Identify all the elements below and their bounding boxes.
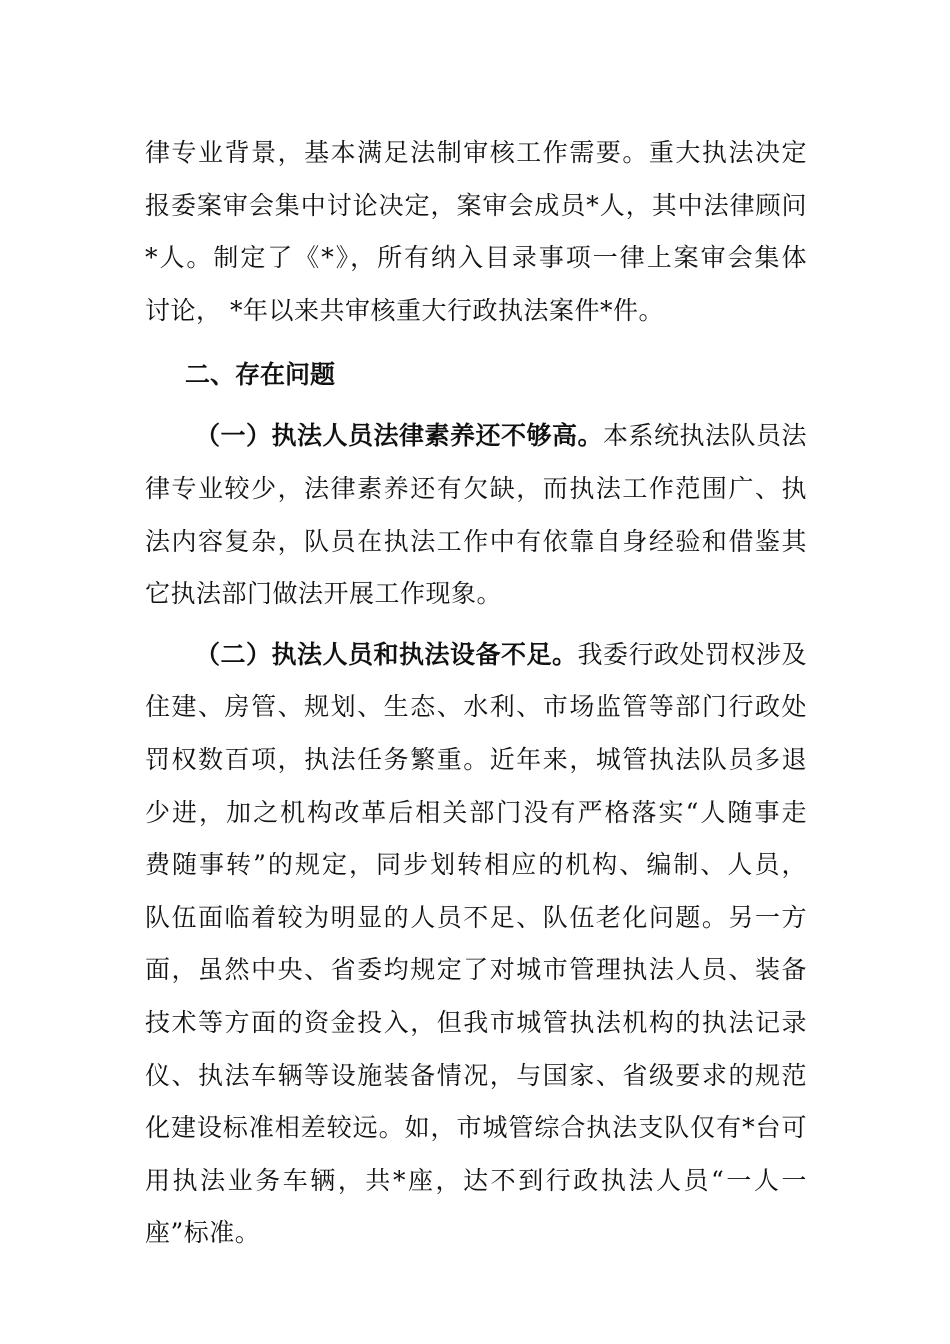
- paragraph-line: 律专业较少，法律素养还有欠缺，而执法工作范围广、执: [145, 473, 807, 503]
- paragraph-line: 罚权数百项，执法任务繁重。近年来，城管执法队员多退: [145, 744, 807, 774]
- issue-text: 我委行政处罚权涉及: [577, 639, 808, 669]
- issue-text: 本系统执法队员法: [603, 421, 808, 451]
- paragraph-line: [145, 410, 807, 463]
- paragraph-issue-2: [145, 629, 807, 1260]
- paragraph-line: 化建设标准相差较远。如，市城管综合执法支队仅有*台可: [145, 1113, 807, 1143]
- document-body: [145, 127, 807, 1260]
- paragraph-line: 律专业背景，基本满足法制审核工作需要。重大执法决定: [145, 138, 807, 167]
- paragraph-line: 讨论， *年以来共审核重大行政执法案件*件。: [145, 295, 664, 325]
- paragraph-line: 队伍面临着较为明显的人员不足、队伍老化问题。另一方: [145, 902, 807, 932]
- paragraph-line: 住建、房管、规划、生态、水利、市场监管等部门行政处: [145, 692, 807, 722]
- paragraph-line: 技术等方面的资金投入，但我市城管执法机构的执法记录: [145, 1007, 807, 1037]
- paragraph-line: 面，虽然中央、省委均规定了对城市管理执法人员、装备: [145, 955, 807, 985]
- issue-title: （一）执法人员法律素养还不够高。: [195, 421, 604, 451]
- paragraph-line: 少进，加之机构改革后相关部门没有严格落实“人随事走: [145, 797, 807, 827]
- paragraph-line: 它执法部门做法开展工作现象。: [145, 579, 503, 609]
- paragraph-line: 费随事转”的规定，同步划转相应的机构、编制、人员，: [145, 850, 807, 880]
- paragraph-law-review: [145, 127, 807, 337]
- section-heading: 二、存在问题: [185, 360, 336, 390]
- paragraph-line: 报委案审会集中讨论决定，案审会成员*人，其中法律顾问: [145, 190, 807, 220]
- paragraph-line: 用执法业务车辆，共*座，达不到行政执法人员“一人一: [145, 1165, 807, 1195]
- paragraph-line: 仪、执法车辆等设施装备情况，与国家、省级要求的规范: [145, 1060, 807, 1090]
- issue-title: （二）执法人员和执法设备不足。: [195, 639, 578, 669]
- paragraph-line: 座”标准。: [145, 1218, 261, 1248]
- paragraph-issue-1: [145, 410, 807, 620]
- paragraph-line: [145, 629, 807, 682]
- paragraph-line: 法内容复杂，队员在执法工作中有依靠自身经验和借鉴其: [145, 526, 807, 556]
- paragraph-line: *人。制定了《*》，所有纳入目录事项一律上案审会集体: [145, 243, 807, 273]
